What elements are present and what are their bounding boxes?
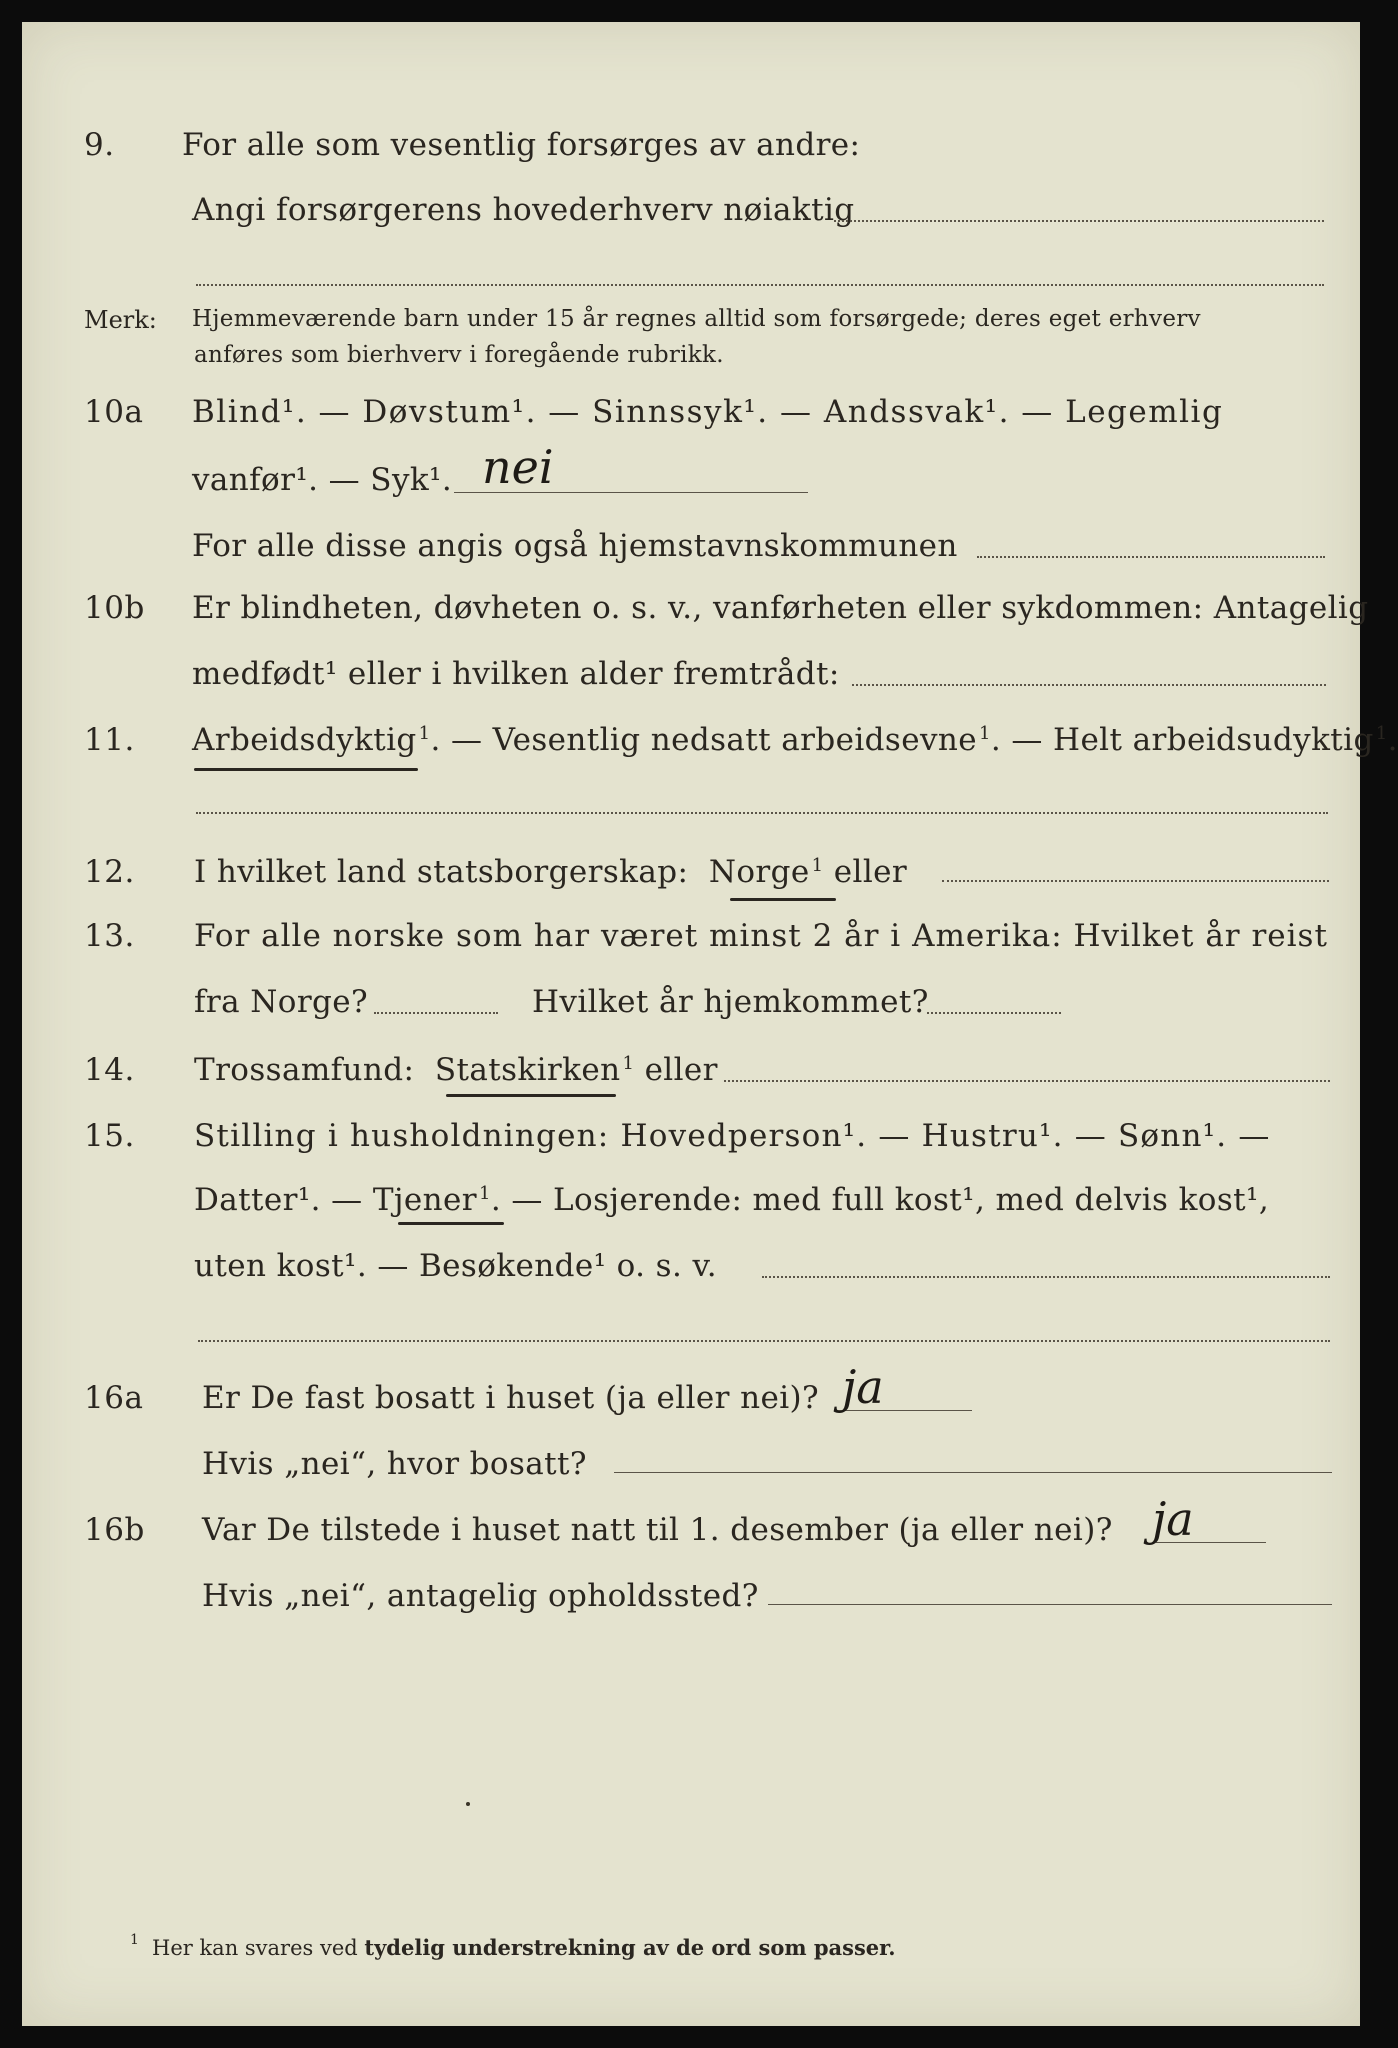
q15-text-2 bbox=[194, 1182, 1269, 1218]
q10a-handwritten-answer: nei bbox=[482, 440, 554, 494]
q15-text-1: Stilling i husholdningen: Hovedperson¹. — Hustru¹. — Sønn¹. — bbox=[194, 1118, 1271, 1154]
merk-label: Merk: bbox=[84, 306, 157, 334]
footnote-ref: 1 bbox=[479, 1182, 491, 1204]
q14-underline-mark bbox=[446, 1094, 616, 1097]
q10b-age-field[interactable] bbox=[852, 684, 1326, 686]
q13-left-label: fra Norge? bbox=[194, 984, 369, 1020]
q14-option-statskirken[interactable]: Statskirken bbox=[434, 1052, 621, 1088]
footnote-ref: 1 bbox=[1375, 722, 1388, 744]
q11-option-arbeidsdyktig[interactable]: Arbeidsdyktig bbox=[192, 722, 417, 758]
q14-text bbox=[194, 1052, 718, 1088]
q12-number: 12. bbox=[84, 854, 135, 890]
footnote-text-b: tydelig understrekning av de ord som passer. bbox=[364, 1935, 896, 1960]
q12-else-label: eller bbox=[833, 854, 908, 890]
q11-text bbox=[192, 722, 1398, 758]
q16a-text-2: Hvis „nei“, hvor bosatt? bbox=[202, 1446, 587, 1482]
census-form-page bbox=[22, 22, 1398, 2026]
merk-text-1: Hjemmeværende barn under 15 år regnes alltid som forsørgede; deres eget erhverv bbox=[192, 306, 1201, 332]
footnote-mark: 1 bbox=[130, 1932, 139, 1948]
q12-underline-mark bbox=[730, 898, 836, 901]
q12-text bbox=[194, 854, 907, 890]
q16b-text-2: Hvis „nei“, antagelig opholdssted? bbox=[202, 1578, 759, 1614]
q15-option-datter[interactable]: Datter¹. — bbox=[194, 1182, 363, 1218]
footnote-text-a: Her kan svares ved bbox=[152, 1936, 358, 1960]
q14-label: Trossamfund: bbox=[194, 1052, 415, 1088]
q10a-number: 10a bbox=[84, 394, 144, 430]
q16a-number: 16a bbox=[84, 1380, 144, 1416]
q13-number: 13. bbox=[84, 918, 135, 954]
q16a-handwritten-answer: ja bbox=[842, 1360, 884, 1414]
q15-text-3: uten kost¹. — Besøkende¹ o. s. v. bbox=[194, 1248, 717, 1284]
q10a-text-2: vanfør¹. — Syk¹. bbox=[192, 462, 453, 498]
q13-left-year-field[interactable] bbox=[374, 1012, 498, 1014]
q9-extra-field[interactable] bbox=[196, 284, 1324, 286]
q11-underline-mark bbox=[194, 768, 418, 771]
q11-end: . bbox=[1387, 722, 1398, 758]
q16b-text-1: Var De tilstede i huset natt til 1. desember (ja eller nei)? bbox=[202, 1512, 1113, 1548]
q9-text: For alle som vesentlig forsørges av andre: bbox=[182, 127, 861, 163]
q10b-number: 10b bbox=[84, 590, 145, 626]
q12-label: I hvilket land statsborgerskap: bbox=[194, 854, 689, 890]
q10a-text-1: Blind¹. — Døvstum¹. — Sinnssyk¹. — Andssvak¹. — Legemlig bbox=[192, 394, 1224, 430]
q15-number: 15. bbox=[84, 1118, 135, 1154]
ink-speck bbox=[466, 1802, 470, 1806]
q10a-text-3: For alle disse angis også hjemstavnskommunen bbox=[192, 528, 958, 564]
q14-else-label: eller bbox=[644, 1052, 718, 1088]
q15-option-losjerende[interactable]: . — Losjerende: med full kost¹, med delvis kost¹, bbox=[490, 1182, 1270, 1218]
merk-text-2: anføres som bierhverv i foregående rubrikk. bbox=[194, 342, 724, 368]
footnote bbox=[152, 1935, 896, 1960]
q16b-location-field[interactable] bbox=[768, 1604, 1332, 1605]
footnote-ref: 1 bbox=[418, 722, 431, 744]
footnote-ref: 1 bbox=[978, 722, 991, 744]
q15-underline-mark bbox=[398, 1222, 504, 1225]
q9-provider-label: Angi forsørgerens hovederhverv nøiaktig bbox=[192, 192, 855, 228]
q10a-hometown-field[interactable] bbox=[977, 556, 1325, 558]
q11-extra-field[interactable] bbox=[196, 812, 1328, 814]
q14-number: 14. bbox=[84, 1052, 135, 1088]
q16a-residence-field[interactable] bbox=[614, 1472, 1332, 1473]
q10b-text-1: Er blindheten, døvheten o. s. v., vanførheten eller sykdommen: Antagelig bbox=[192, 590, 1369, 626]
q16b-number: 16b bbox=[84, 1512, 145, 1548]
q11-option-udyktig[interactable]: . — Helt arbeidsudyktig bbox=[990, 722, 1374, 758]
q11-option-nedsatt[interactable]: . — Vesentlig nedsatt arbeidsevne bbox=[430, 722, 977, 758]
q12-option-norge[interactable]: Norge bbox=[708, 854, 810, 890]
q10b-text-2: medfødt¹ eller i hvilken alder fremtrådt: bbox=[192, 656, 840, 692]
q13-text-1: For alle norske som har været minst 2 år i Amerika: Hvilket år reist bbox=[194, 918, 1328, 954]
q13-return-label: Hvilket år hjemkommet? bbox=[532, 984, 929, 1020]
q15-option-tjener[interactable]: Tjener bbox=[372, 1182, 477, 1218]
q16a-text-1: Er De fast bosatt i huset (ja eller nei)? bbox=[202, 1380, 820, 1416]
q11-number: 11. bbox=[84, 722, 135, 758]
footnote-ref: 1 bbox=[811, 854, 824, 876]
q16b-handwritten-answer: ja bbox=[1152, 1492, 1194, 1546]
q15-extra-field[interactable] bbox=[198, 1340, 1330, 1342]
q12-other-country-field[interactable] bbox=[942, 880, 1329, 882]
q13-return-year-field[interactable] bbox=[927, 1012, 1061, 1014]
q9-number: 9. bbox=[84, 127, 115, 163]
q15-other-field[interactable] bbox=[762, 1276, 1330, 1278]
q9-provider-field[interactable] bbox=[834, 220, 1324, 222]
footnote-ref: 1 bbox=[622, 1052, 635, 1074]
q14-other-field[interactable] bbox=[724, 1080, 1330, 1082]
